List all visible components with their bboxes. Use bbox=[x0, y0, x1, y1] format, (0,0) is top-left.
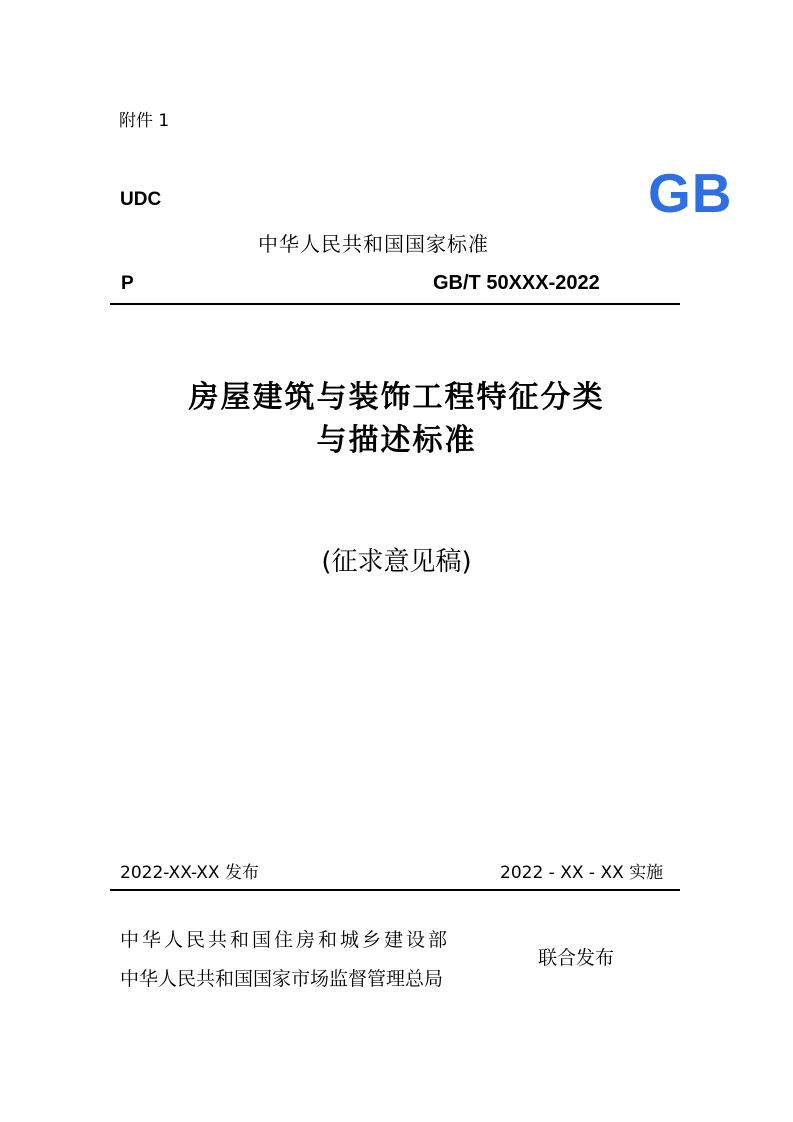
category-code: P bbox=[121, 273, 134, 294]
top-divider bbox=[110, 303, 680, 305]
gb-logo: GB bbox=[648, 162, 733, 224]
issue-date: 2022-XX-XX 发布 bbox=[120, 863, 259, 883]
issuer-ministry-housing: 中华人民共和国住房和城乡建设部 bbox=[120, 929, 451, 951]
implementation-date: 2022 - XX - XX 实施 bbox=[500, 863, 664, 883]
national-standard-heading: 中华人民共和国国家标准 bbox=[258, 232, 489, 256]
udc-label: UDC bbox=[120, 189, 162, 210]
document-title-line2: 与描述标准 bbox=[316, 423, 477, 458]
bottom-divider bbox=[110, 889, 680, 891]
draft-status: (征求意见稿) bbox=[321, 547, 472, 577]
joint-release-label: 联合发布 bbox=[538, 947, 615, 969]
attachment-label: 附件 1 bbox=[119, 111, 170, 131]
standard-number: GB/T 50XXX-2022 bbox=[433, 272, 600, 294]
document-title-line1: 房屋建筑与装饰工程特征分类 bbox=[188, 380, 605, 415]
issuer-market-regulation: 中华人民共和国国家市场监督管理总局 bbox=[120, 968, 444, 990]
